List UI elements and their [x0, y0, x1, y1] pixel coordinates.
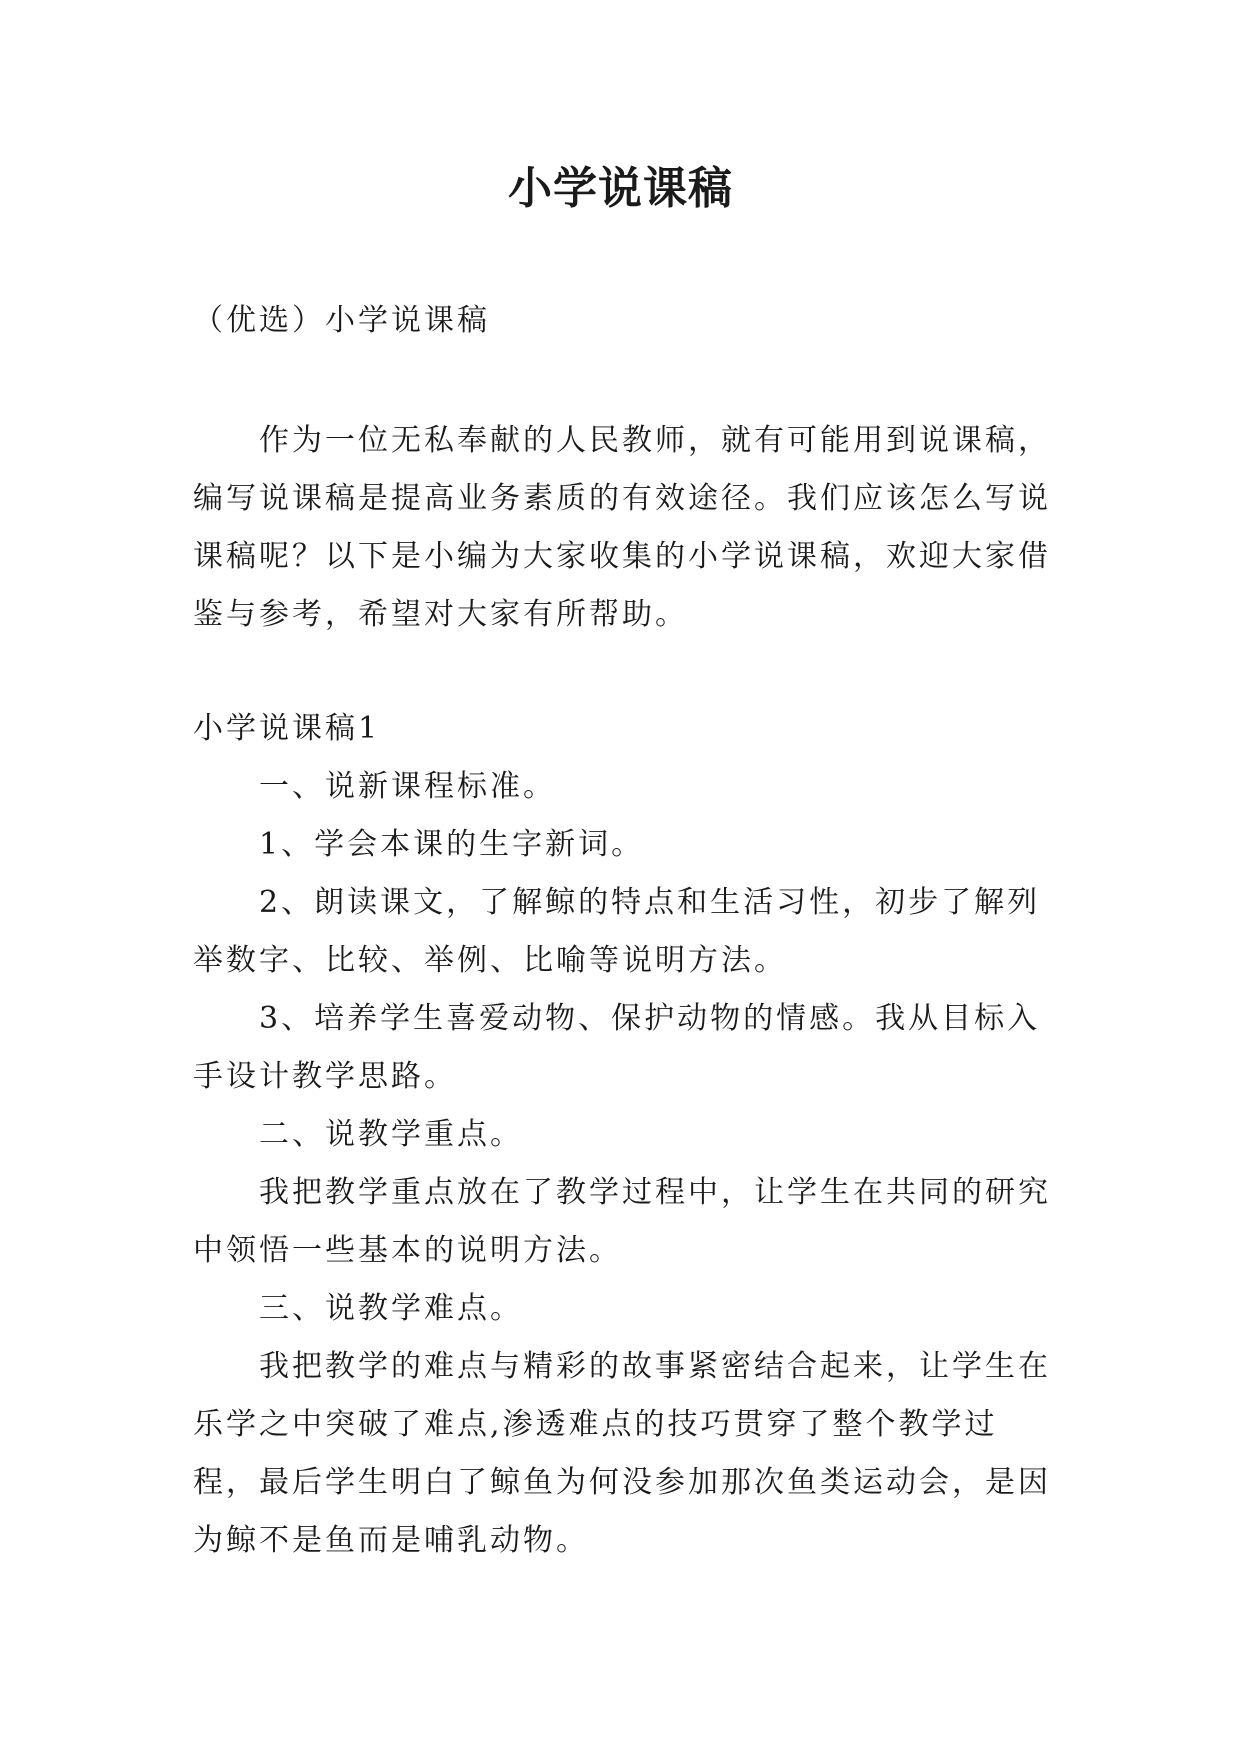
- section-title: 小学说课稿1: [193, 711, 381, 746]
- paragraph-1: 一、说新课程标准。: [259, 769, 556, 804]
- paragraph-7: 三、说教学难点。: [259, 1291, 523, 1326]
- paragraph-5: 二、说教学重点。: [259, 1117, 523, 1152]
- paragraph-8: 我把教学的难点与精彩的故事紧密结合起来，让学生在乐学之中突破了难点,渗透难点的技巧贯穿了整个教学过程，最后学生明白了鲸鱼为何没参加那次鱼类运动会，是因为鲸不是鱼而是哺乳动物。: [193, 1349, 1051, 1558]
- paragraph-3: 2、朗读课文，了解鲸的特点和生活习性，初步了解列举数字、比较、举例、比喻等说明方法。: [193, 885, 1041, 978]
- page-title: 小学说课稿: [508, 163, 733, 214]
- intro-paragraph: 作为一位无私奉献的人民教师，就有可能用到说课稿，编写说课稿是提高业务素质的有效途径。我们应该怎么写说课稿呢？以下是小编为大家收集的小学说课稿，欢迎大家借鉴与参考，希望对大家有所帮助。: [193, 423, 1051, 632]
- document-body: [193, 292, 1055, 1570]
- paragraph-4: 3、培养学生喜爱动物、保护动物的情感。我从目标入手设计教学思路。: [193, 1001, 1041, 1094]
- paragraph-6: 我把教学重点放在了教学过程中，让学生在共同的研究中领悟一些基本的说明方法。: [193, 1175, 1051, 1268]
- paragraph-2: 1、学会本课的生字新词。: [259, 827, 645, 862]
- subtitle: （优选）小学说课稿: [193, 303, 490, 338]
